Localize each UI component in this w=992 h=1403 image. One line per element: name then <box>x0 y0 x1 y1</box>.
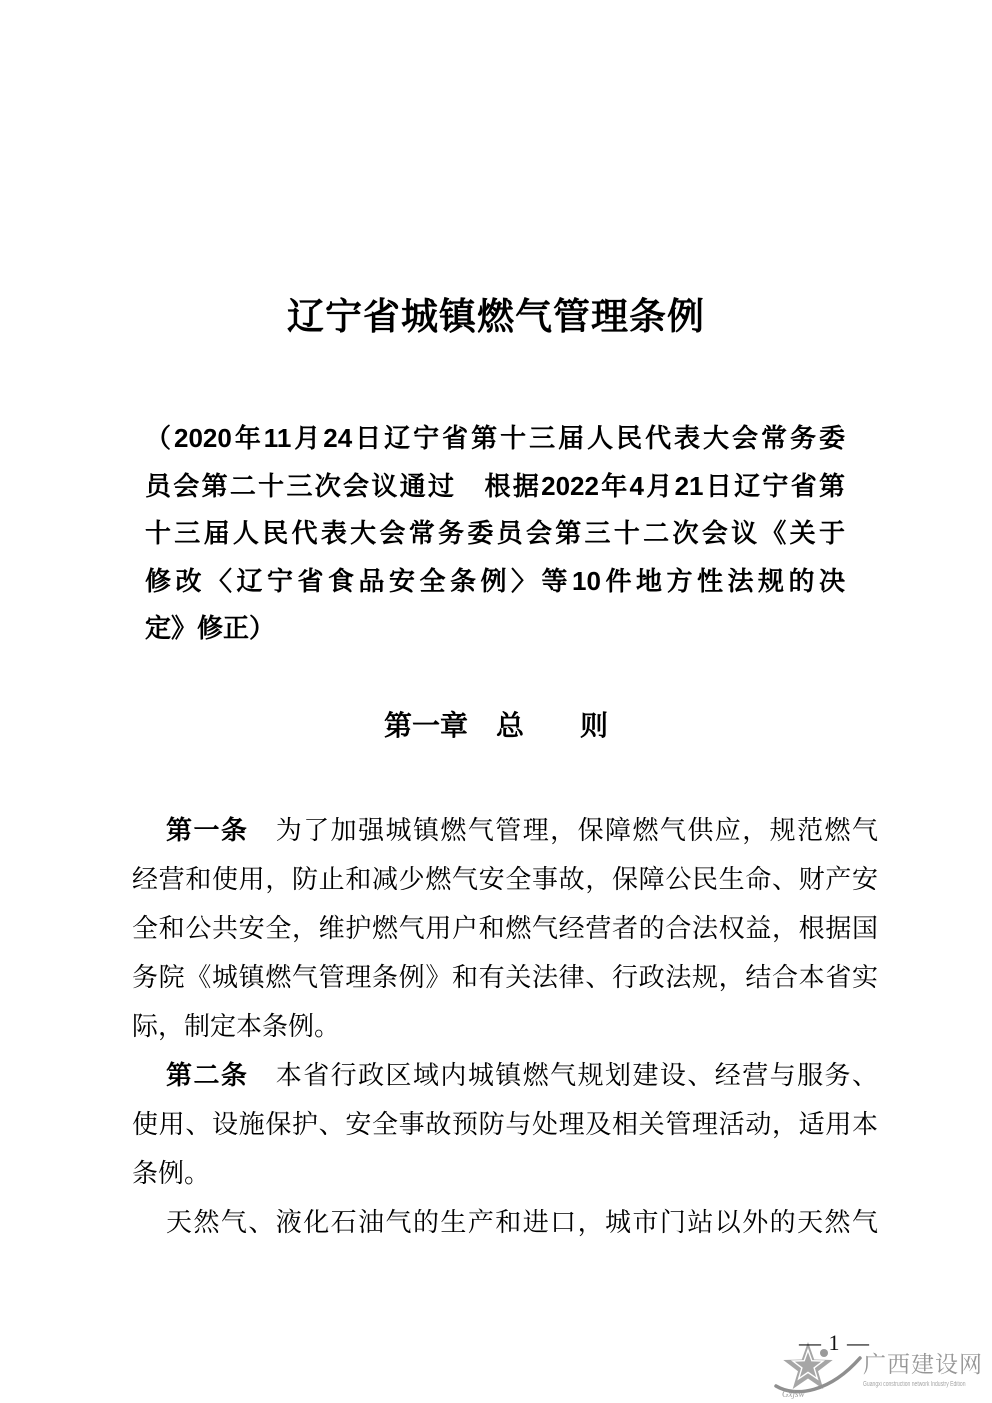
enactment-note-line: 员会第二十三次会议通过 根据2022年4月21日辽宁省第 <box>145 470 845 501</box>
article-1-line: 务院《城镇燃气管理条例》和有关法律、行政法规，结合本省实 <box>132 963 878 992</box>
watermark-site-name: 广西建设网 <box>863 1352 983 1377</box>
article-1-label: 第一条 <box>166 815 249 845</box>
article-1-first-line <box>132 806 878 855</box>
article-1-line: 全和公共安全，维护燃气用户和燃气经营者的合法权益，根据国 <box>132 914 878 943</box>
article-2-line: 条例。 <box>132 1159 211 1188</box>
enactment-note <box>145 415 845 653</box>
enactment-note-line: 修改〈辽宁省食品安全条例〉等10件地方性法规的决 <box>145 565 845 596</box>
page-number: — 1 — <box>799 1330 870 1355</box>
chapter-1-heading: 第一章 总 则 <box>383 710 608 741</box>
article-2-line: 使用、设施保护、安全事故预防与处理及相关管理活动，适用本 <box>132 1110 878 1139</box>
watermark-site-name-en: Guangxi construction network Industry Edition <box>863 1381 966 1388</box>
article-2-label: 第二条 <box>166 1060 249 1090</box>
enactment-note-line: （2020年11月24日辽宁省第十三届人民代表大会常务委 <box>145 423 845 453</box>
document-title: 辽宁省城镇燃气管理条例 <box>287 296 705 337</box>
article-2-first-line <box>132 1051 878 1100</box>
article-1-line: 经营和使用，防止和减少燃气安全事故，保障公民生命、财产安 <box>132 865 878 894</box>
enactment-note-line: 定》修正） <box>145 613 276 643</box>
watermark-logo-text <box>863 1350 991 1388</box>
article-2-opening-text: 本省行政区域内城镇燃气规划建设、经营与服务、 <box>248 1061 878 1090</box>
article-1-line: 际，制定本条例。 <box>132 1012 341 1041</box>
watermark-star-caption: Gxjsw <box>782 1389 805 1399</box>
article-body <box>132 806 878 1247</box>
article-1-opening-text: 为了加强城镇燃气管理，保障燃气供应，规范燃气 <box>248 816 878 845</box>
enactment-note-line: 十三届人民代表大会常务委员会第三十二次会议《关于 <box>145 518 845 548</box>
article-2-paragraph-2-line: 天然气、液化石油气的生产和进口，城市门站以外的天然气 <box>166 1208 878 1237</box>
